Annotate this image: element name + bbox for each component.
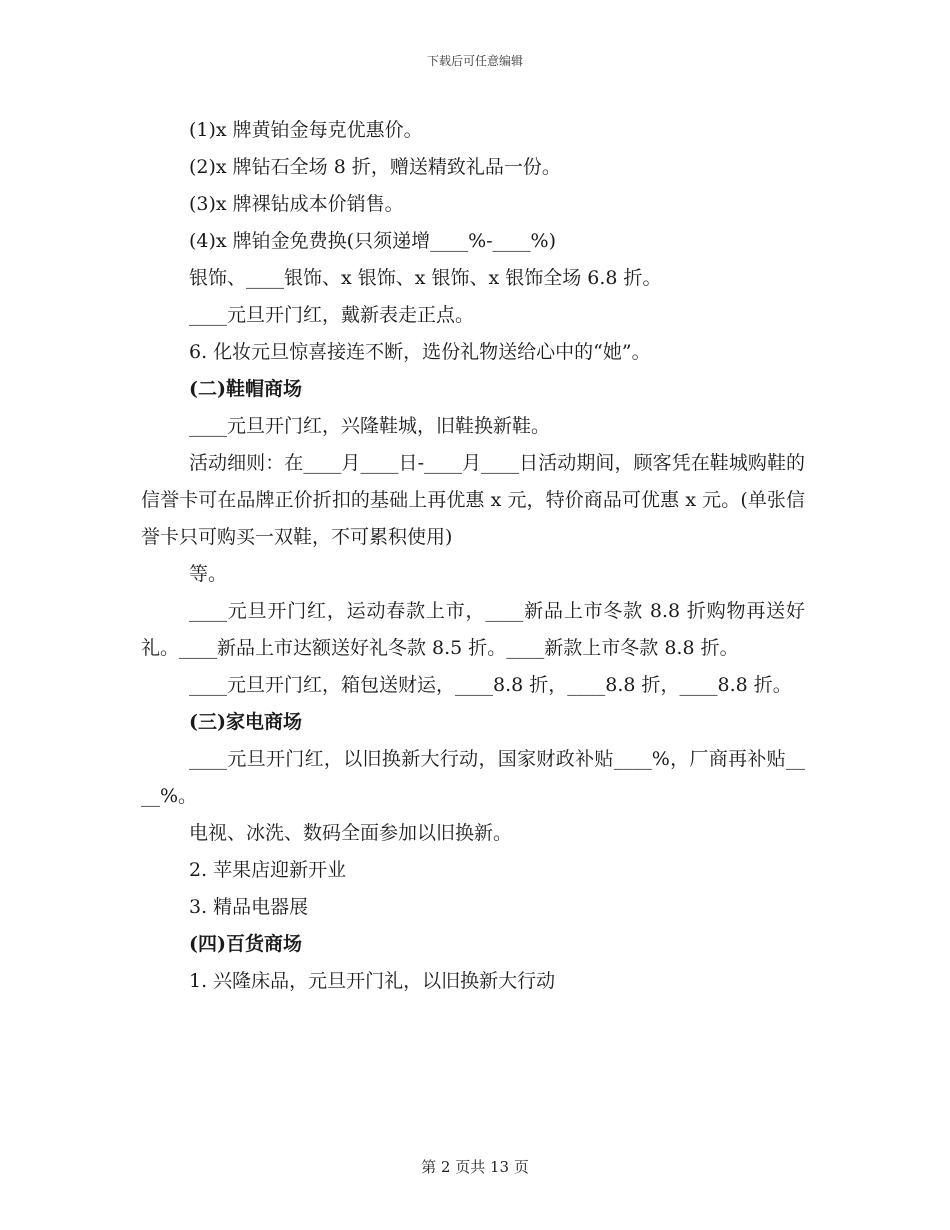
page-footer: 第 2 页共 13 页 <box>421 1158 529 1176</box>
paragraph: 3. 精品电器展 <box>189 896 309 918</box>
paragraph: ____元旦开门红，戴新表走正点。 <box>189 304 475 326</box>
paragraph: 银饰、____银饰、x 银饰、x 银饰、x 银饰全场 6.8 折。 <box>189 267 662 289</box>
section-heading: (四)百货商场 <box>189 933 302 955</box>
paragraph: (3)x 牌裸钻成本价销售。 <box>189 193 404 215</box>
paragraph: 6. 化妆元旦惊喜接连不断，选份礼物送给心中的“她”。 <box>189 341 651 363</box>
paragraph: ____元旦开门红，以旧换新大行动，国家财政补贴____%，厂商再补贴____%。 <box>141 748 805 807</box>
section-heading: (三)家电商场 <box>189 711 302 733</box>
paragraph: (4)x 牌铂金免费换(只须递增____%-____%) <box>189 230 557 252</box>
paragraph: (2)x 牌钻石全场 8 折，赠送精致礼品一份。 <box>189 156 561 178</box>
document-body <box>141 112 805 1000</box>
paragraph: 活动细则：在____月____日-____月____日活动期间，顾客凭在鞋城购鞋的信誉卡可在品牌正价折扣的基础上再优惠 x 元，特价商品可优惠 x 元。(单张信誉卡只可购买一双鞋，不可累积使用) <box>141 452 805 548</box>
section-heading: (二)鞋帽商场 <box>189 378 302 400</box>
paragraph: (1)x 牌黄铂金每克优惠价。 <box>189 119 423 141</box>
paragraph: ____元旦开门红，运动春款上市，____新品上市冬款 8.8 折购物再送好礼。____新品上市达额送好礼冬款 8.5 折。____新款上市冬款 8.8 折。 <box>141 600 805 659</box>
paragraph: 电视、冰洗、数码全面参加以旧换新。 <box>189 822 513 844</box>
paragraph: ____元旦开门红，箱包送财运，____8.8 折，____8.8 折，____8.8 折。 <box>189 674 792 696</box>
page-header: 下载后可任意编辑 <box>426 54 523 68</box>
paragraph: 等。 <box>189 563 228 585</box>
paragraph: 1. 兴隆床品，元旦开门礼，以旧换新大行动 <box>189 970 556 992</box>
paragraph: ____元旦开门红，兴隆鞋城，旧鞋换新鞋。 <box>189 415 551 437</box>
paragraph: 2. 苹果店迎新开业 <box>189 859 347 881</box>
